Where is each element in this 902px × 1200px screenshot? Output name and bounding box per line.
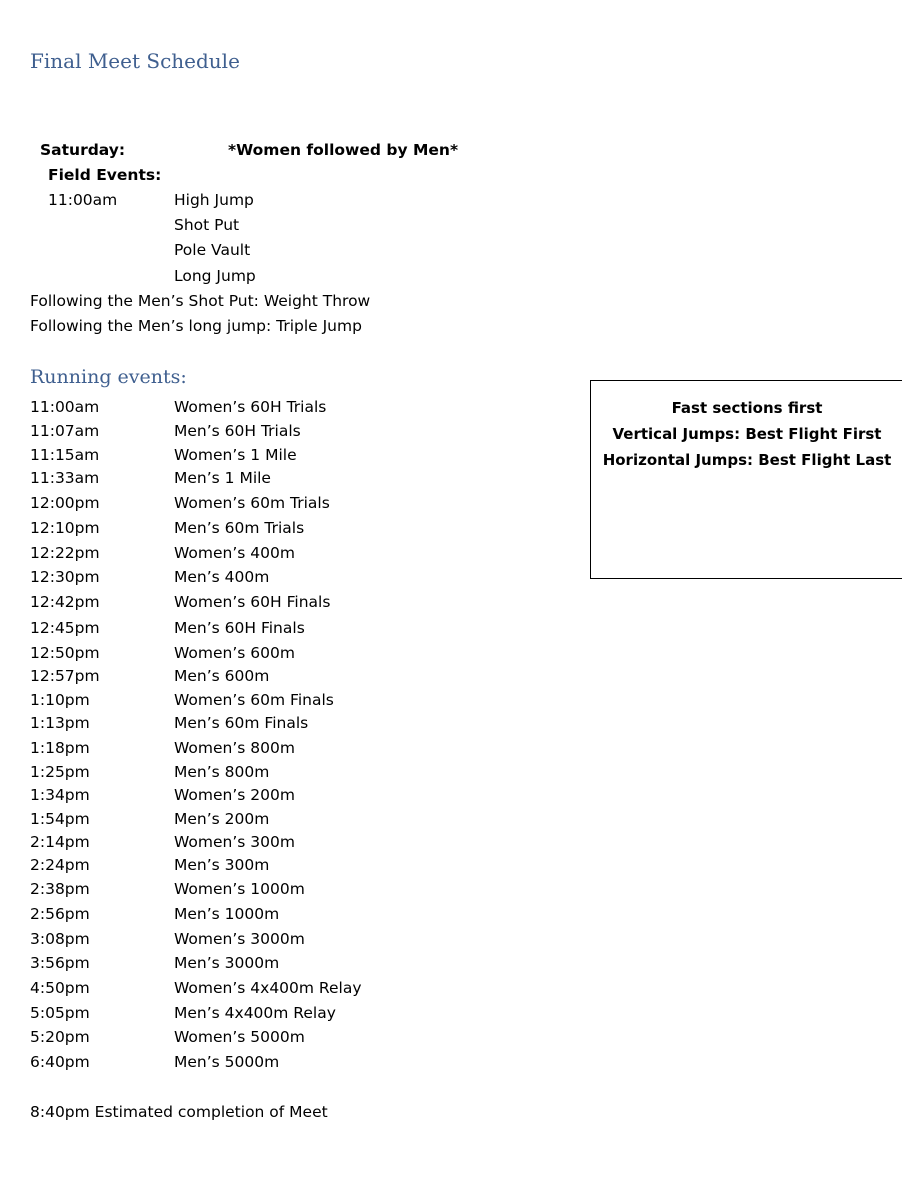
row-event: Men’s 60m Finals: [174, 714, 309, 732]
row-event: Men’s 4x400m Relay: [174, 1004, 336, 1022]
field-events-label: Field Events:: [48, 166, 162, 184]
row-time: 2:56pm: [30, 905, 90, 923]
day-label: Saturday:: [40, 141, 126, 159]
row-time: 11:00am: [30, 398, 100, 416]
row-event: Women’s 60H Finals: [174, 593, 331, 611]
row-time: 2:24pm: [30, 856, 90, 874]
row-event: Men’s 600m: [174, 667, 270, 685]
note-line: Horizontal Jumps: Best Flight Last: [602, 451, 892, 469]
row-time: 1:18pm: [30, 739, 90, 757]
row-event: Men’s 3000m: [174, 954, 280, 972]
row-time: 1:25pm: [30, 763, 90, 781]
row-event: Women’s 3000m: [174, 930, 305, 948]
row-event: Men’s 800m: [174, 763, 270, 781]
row-time: 2:38pm: [30, 880, 90, 898]
row-time: 12:30pm: [30, 568, 100, 586]
row-event: Men’s 60m Trials: [174, 519, 305, 537]
row-time: 11:07am: [30, 422, 100, 440]
row-time: 12:45pm: [30, 619, 100, 637]
note-line: Vertical Jumps: Best Flight First: [612, 425, 882, 443]
row-event: Men’s 5000m: [174, 1053, 280, 1071]
row-time: 12:22pm: [30, 544, 100, 562]
row-time: 5:05pm: [30, 1004, 90, 1022]
field-event-item: Shot Put: [174, 216, 240, 234]
row-event: Women’s 300m: [174, 833, 295, 851]
row-event: Men’s 60H Finals: [174, 619, 305, 637]
row-event: Men’s 400m: [174, 568, 270, 586]
row-event: Women’s 1000m: [174, 880, 305, 898]
row-event: Men’s 200m: [174, 810, 270, 828]
running-events-heading: Running events:: [30, 366, 187, 388]
following-note: Following the Men’s Shot Put: Weight Throw: [30, 292, 371, 310]
row-event: Men’s 300m: [174, 856, 270, 874]
row-time: 12:57pm: [30, 667, 100, 685]
note-line: Fast sections first: [671, 399, 823, 417]
row-time: 1:10pm: [30, 691, 90, 709]
row-time: 6:40pm: [30, 1053, 90, 1071]
page-title: Final Meet Schedule: [30, 49, 240, 73]
row-time: 1:54pm: [30, 810, 90, 828]
row-event: Women’s 60m Trials: [174, 494, 330, 512]
row-time: 11:33am: [30, 469, 100, 487]
completion-note: 8:40pm Estimated completion of Meet: [30, 1103, 328, 1121]
row-time: 3:56pm: [30, 954, 90, 972]
row-event: Men’s 1000m: [174, 905, 280, 923]
row-time: 5:20pm: [30, 1028, 90, 1046]
row-event: Women’s 200m: [174, 786, 295, 804]
row-time: 4:50pm: [30, 979, 90, 997]
row-event: Men’s 60H Trials: [174, 422, 301, 440]
field-event-item: Long Jump: [174, 267, 256, 285]
row-time: 11:15am: [30, 446, 100, 464]
row-time: 1:34pm: [30, 786, 90, 804]
field-event-item: Pole Vault: [174, 241, 251, 259]
notes-box: [590, 380, 902, 579]
row-event: Women’s 60m Finals: [174, 691, 334, 709]
row-time: 12:10pm: [30, 519, 100, 537]
field-event-item: High Jump: [174, 191, 254, 209]
order-note: *Women followed by Men*: [228, 141, 459, 159]
row-time: 1:13pm: [30, 714, 90, 732]
row-event: Women’s 60H Trials: [174, 398, 327, 416]
field-events-time: 11:00am: [48, 191, 118, 209]
following-note: Following the Men’s long jump: Triple Jump: [30, 317, 362, 335]
row-time: 12:42pm: [30, 593, 100, 611]
row-time: 3:08pm: [30, 930, 90, 948]
row-time: 2:14pm: [30, 833, 90, 851]
row-event: Women’s 600m: [174, 644, 295, 662]
row-event: Women’s 4x400m Relay: [174, 979, 362, 997]
row-event: Men’s 1 Mile: [174, 469, 271, 487]
row-time: 12:00pm: [30, 494, 100, 512]
row-event: Women’s 5000m: [174, 1028, 305, 1046]
row-event: Women’s 400m: [174, 544, 295, 562]
row-event: Women’s 800m: [174, 739, 295, 757]
row-event: Women’s 1 Mile: [174, 446, 297, 464]
row-time: 12:50pm: [30, 644, 100, 662]
